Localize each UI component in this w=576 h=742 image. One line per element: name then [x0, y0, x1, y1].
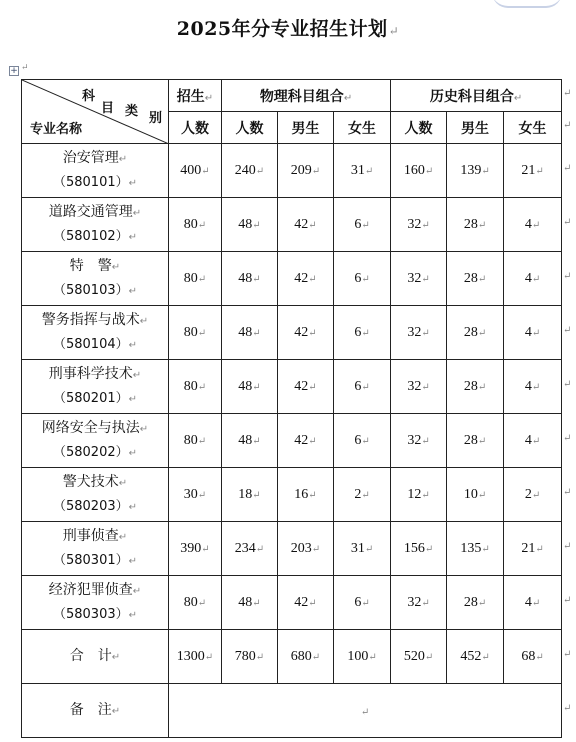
physics-count: 48↵: [222, 360, 278, 414]
table-row: [22, 414, 562, 468]
total-label: 合 计↵: [22, 630, 169, 684]
major-code: （580101）: [52, 175, 129, 190]
history-male: 10↵: [447, 468, 504, 522]
diag-label-ke: 科: [82, 89, 96, 104]
major-rows: [22, 144, 562, 630]
enroll-count: 30↵: [169, 468, 222, 522]
physics-count: 48↵: [222, 252, 278, 306]
history-group-header: 历史科目组合↵: [391, 80, 562, 112]
enroll-count: 80↵: [169, 360, 222, 414]
row-end-mark: ↵: [563, 487, 572, 498]
physics-female: 6↵: [334, 306, 391, 360]
history-female: 4↵: [504, 576, 562, 630]
physics-female: 6↵: [334, 414, 391, 468]
major-cell: 特 警↵ （580103）↵: [22, 252, 169, 306]
major-code: （580104）: [52, 337, 129, 352]
history-female-header: 女生: [504, 112, 562, 144]
corner-decoration: [492, 0, 562, 8]
total-physics-male: 680↵: [278, 630, 334, 684]
history-male: 139↵: [447, 144, 504, 198]
enroll-count: 80↵: [169, 306, 222, 360]
total-physics-female: 100↵: [334, 630, 391, 684]
physics-male: 209↵: [278, 144, 334, 198]
history-female: 4↵: [504, 360, 562, 414]
table-row: [22, 360, 562, 414]
history-male: 28↵: [447, 414, 504, 468]
row-end-mark: ↵: [563, 649, 572, 660]
table-row: [22, 576, 562, 630]
history-male: 28↵: [447, 360, 504, 414]
paragraph-mark: ↵: [21, 63, 29, 73]
enroll-count: 400↵: [169, 144, 222, 198]
total-physics-count: 780↵: [222, 630, 278, 684]
row-end-mark: ↵: [563, 325, 572, 336]
table-move-handle-icon[interactable]: +: [10, 66, 18, 76]
row-end-mark: ↵: [563, 703, 572, 714]
total-history-female: 68↵: [504, 630, 562, 684]
history-female: 21↵: [504, 522, 562, 576]
table-row: [22, 198, 562, 252]
major-name: 道路交通管理: [48, 204, 133, 220]
major-code: （580103）: [52, 283, 129, 298]
physics-count: 234↵: [222, 522, 278, 576]
history-female: 4↵: [504, 306, 562, 360]
physics-count: 48↵: [222, 198, 278, 252]
history-count-header: 人数: [391, 112, 447, 144]
major-name: 网络安全与执法: [41, 420, 140, 436]
history-count: 32↵: [391, 252, 447, 306]
history-male: 28↵: [447, 576, 504, 630]
physics-count-header: 人数: [222, 112, 278, 144]
enroll-count: 390↵: [169, 522, 222, 576]
physics-female: 6↵: [334, 360, 391, 414]
history-male: 28↵: [447, 252, 504, 306]
row-end-mark: ↵: [563, 271, 572, 282]
major-cell: 刑事科学技术↵ （580201）↵: [22, 360, 169, 414]
row-end-mark: ↵: [563, 433, 572, 444]
major-cell: 警务指挥与战术↵ （580104）↵: [22, 306, 169, 360]
physics-male: 42↵: [278, 198, 334, 252]
enroll-header-top: 招生↵: [169, 80, 222, 112]
row-end-mark: ↵: [563, 163, 572, 174]
major-cell: 经济犯罪侦查↵ （580303）↵: [22, 576, 169, 630]
physics-count: 48↵: [222, 414, 278, 468]
history-count: 32↵: [391, 360, 447, 414]
major-name: 刑事侦查: [62, 528, 119, 544]
enroll-header-bottom: 人数: [169, 112, 222, 144]
row-end-mark: ↵: [563, 120, 572, 131]
remarks-value[interactable]: ↵: [169, 684, 562, 738]
history-count: 12↵: [391, 468, 447, 522]
physics-male: 203↵: [278, 522, 334, 576]
history-count: 32↵: [391, 198, 447, 252]
remarks-label: 备 注↵: [22, 684, 169, 738]
enrollment-plan-table: [21, 79, 562, 738]
major-cell: 警犬技术↵ （580203）↵: [22, 468, 169, 522]
table-row: [22, 522, 562, 576]
total-enroll: 1300↵: [169, 630, 222, 684]
major-code: （580201）: [52, 391, 129, 406]
table-row: [22, 144, 562, 198]
physics-count: 240↵: [222, 144, 278, 198]
diag-label-bie: 别: [149, 111, 163, 126]
diag-label-lei: 类: [125, 104, 139, 119]
history-male: 135↵: [447, 522, 504, 576]
enroll-count: 80↵: [169, 576, 222, 630]
major-name: 治安管理: [62, 150, 119, 166]
history-male: 28↵: [447, 198, 504, 252]
table-row: [22, 468, 562, 522]
physics-female: 2↵: [334, 468, 391, 522]
diag-label-mu: 目: [101, 101, 115, 116]
history-male: 28↵: [447, 306, 504, 360]
physics-male: 42↵: [278, 360, 334, 414]
history-female: 4↵: [504, 198, 562, 252]
physics-group-header: 物理科目组合↵: [222, 80, 391, 112]
total-history-male: 452↵: [447, 630, 504, 684]
history-female: 2↵: [504, 468, 562, 522]
enroll-count: 80↵: [169, 414, 222, 468]
table-row: [22, 252, 562, 306]
total-history-count: 520↵: [391, 630, 447, 684]
physics-male: 42↵: [278, 252, 334, 306]
physics-male: 16↵: [278, 468, 334, 522]
history-female: 21↵: [504, 144, 562, 198]
physics-male: 42↵: [278, 414, 334, 468]
major-code: （580303）: [52, 607, 129, 622]
history-count: 32↵: [391, 306, 447, 360]
header-row-1: [22, 80, 562, 112]
history-male-header: 男生: [447, 112, 504, 144]
major-name: 刑事科学技术: [48, 366, 133, 382]
major-cell: 道路交通管理↵ （580102）↵: [22, 198, 169, 252]
major-cell: 刑事侦查↵ （580301）↵: [22, 522, 169, 576]
row-end-mark: ↵: [563, 595, 572, 606]
major-code: （580301）: [52, 553, 129, 568]
physics-female-header: 女生: [334, 112, 391, 144]
physics-count: 18↵: [222, 468, 278, 522]
major-name: 经济犯罪侦查: [48, 582, 133, 598]
major-code: （580202）: [52, 445, 129, 460]
page-title: 2025年分专业招生计划↵: [176, 18, 400, 40]
row-end-mark: ↵: [563, 88, 572, 99]
major-code: （580102）: [52, 229, 129, 244]
physics-female: 6↵: [334, 252, 391, 306]
row-end-mark: ↵: [563, 541, 572, 552]
history-female: 4↵: [504, 414, 562, 468]
enroll-count: 80↵: [169, 198, 222, 252]
physics-female: 6↵: [334, 198, 391, 252]
row-end-mark: ↵: [563, 217, 572, 228]
diag-label-major-name: 专业名称: [30, 122, 83, 137]
physics-male-header: 男生: [278, 112, 334, 144]
history-female: 4↵: [504, 252, 562, 306]
major-code: （580203）: [52, 499, 129, 514]
diagonal-header-cell: [22, 80, 169, 144]
history-count: 156↵: [391, 522, 447, 576]
physics-male: 42↵: [278, 576, 334, 630]
history-count: 32↵: [391, 414, 447, 468]
history-count: 32↵: [391, 576, 447, 630]
physics-female: 31↵: [334, 144, 391, 198]
remarks-row: [22, 684, 562, 738]
row-end-mark: ↵: [563, 379, 572, 390]
table-row: [22, 306, 562, 360]
major-name: 警务指挥与战术: [41, 312, 140, 328]
physics-female: 6↵: [334, 576, 391, 630]
physics-female: 31↵: [334, 522, 391, 576]
total-row: [22, 630, 562, 684]
major-cell: 治安管理↵ （580101）↵: [22, 144, 169, 198]
enroll-count: 80↵: [169, 252, 222, 306]
major-name: 特 警: [69, 258, 112, 274]
physics-male: 42↵: [278, 306, 334, 360]
major-cell: 网络安全与执法↵ （580202）↵: [22, 414, 169, 468]
physics-count: 48↵: [222, 306, 278, 360]
major-name: 警犬技术: [62, 474, 119, 490]
history-count: 160↵: [391, 144, 447, 198]
physics-count: 48↵: [222, 576, 278, 630]
